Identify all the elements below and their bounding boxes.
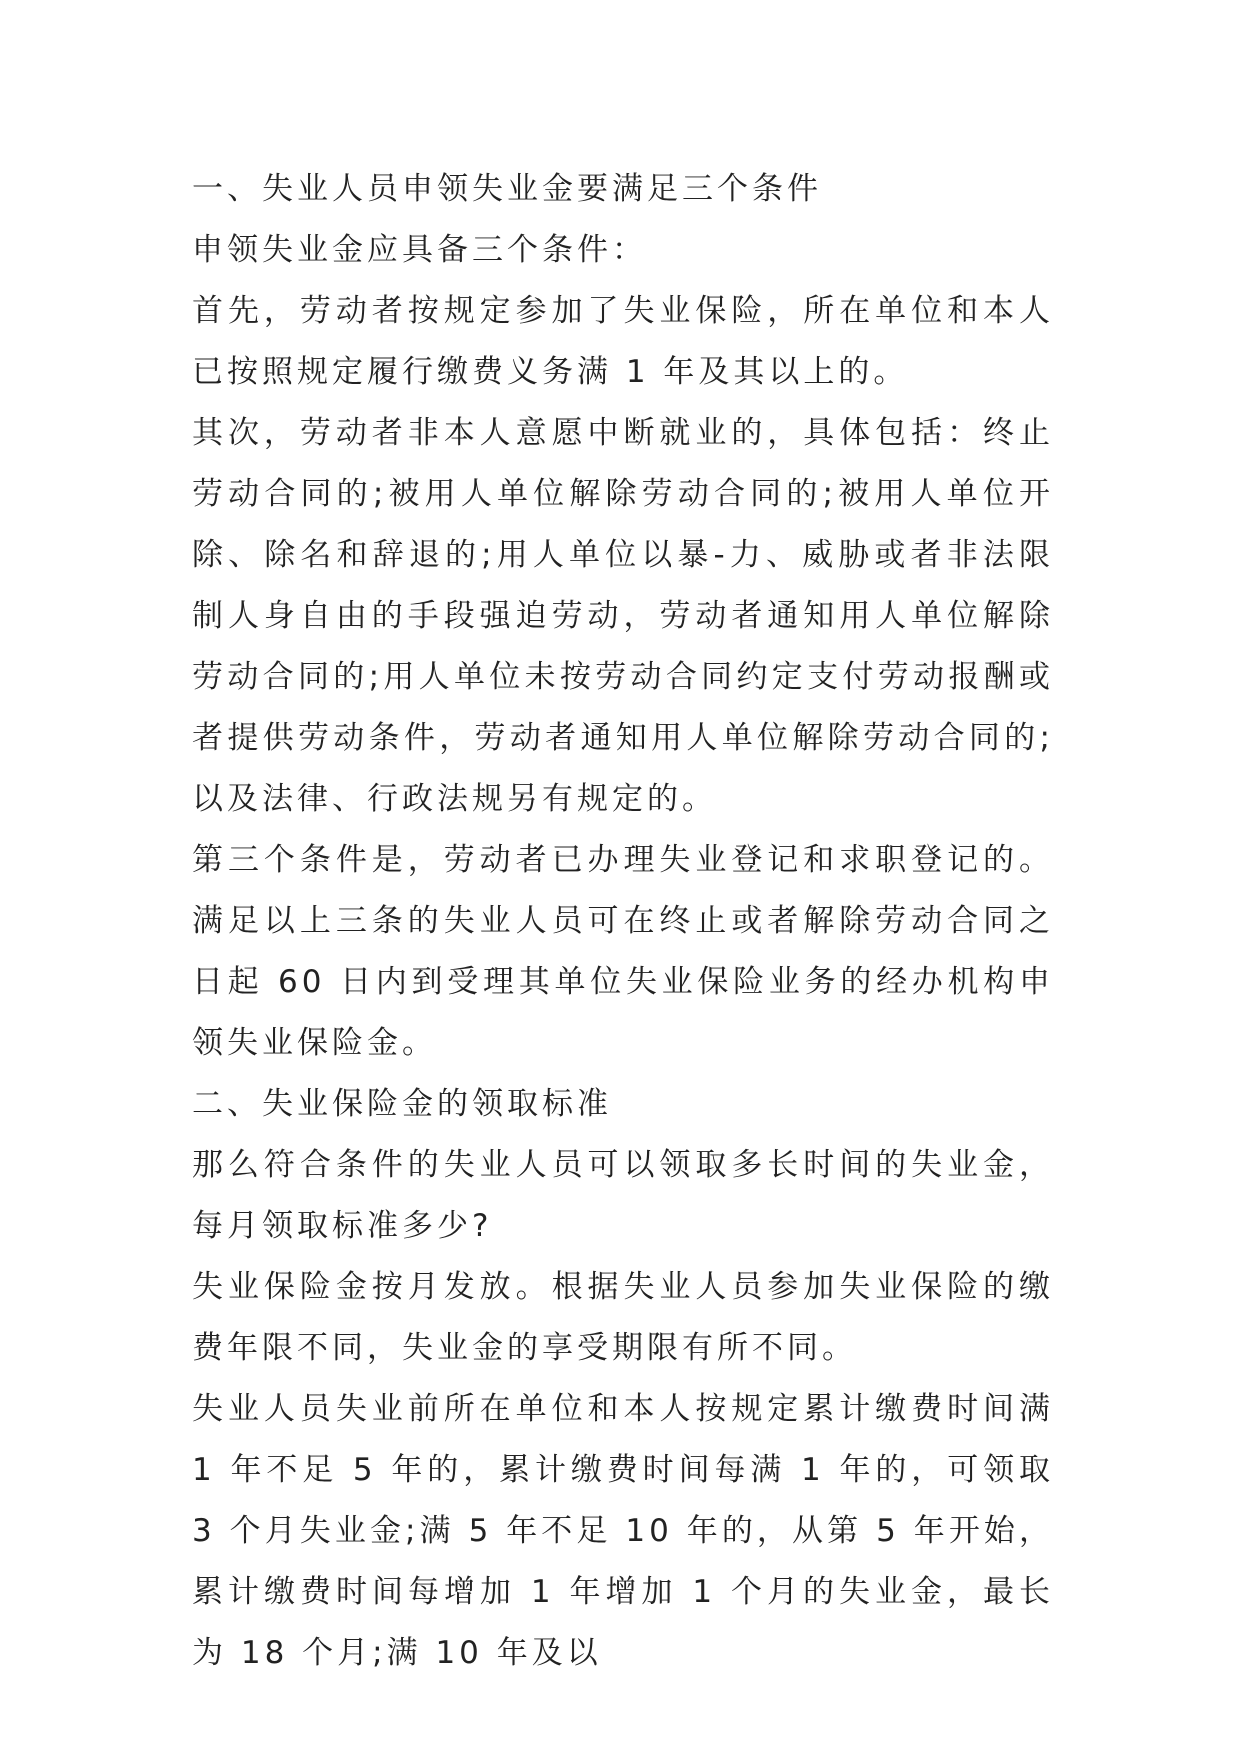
paragraph-question: 那么符合条件的失业人员可以领取多长时间的失业金，每月领取标准多少? <box>192 1147 1054 1244</box>
paragraph-monthly-payment: 失业保险金按月发放。根据失业人员参加失业保险的缴费年限不同，失业金的享受期限有所不同。 <box>192 1269 1054 1366</box>
section-heading-1: 一、失业人员申领失业金要满足三个条件 <box>192 171 822 207</box>
paragraph-duration-rules: 失业人员失业前所在单位和本人按规定累计缴费时间满 1 年不足 5 年的，累计缴费时间每满 1 年的，可领取 3 个月失业金;满 5 年不足 10 年的，从第 5 年开始，累计缴费时间每增加 1 年增加 1 个月的失业金，最长为 18 个月;满 10 年及以 <box>192 1391 1054 1671</box>
document-body <box>192 159 1054 1684</box>
paragraph-condition-1: 首先，劳动者按规定参加了失业保险，所在单位和本人已按照规定履行缴费义务满 1 年及其以上的。 <box>192 293 1054 390</box>
paragraph-condition-3: 第三个条件是，劳动者已办理失业登记和求职登记的。满足以上三条的失业人员可在终止或者解除劳动合同之日起 60 日内到受理其单位失业保险业务的经办机构申领失业保险金。 <box>192 842 1054 1061</box>
paragraph-intro: 申领失业金应具备三个条件： <box>192 232 647 268</box>
paragraph-condition-2: 其次，劳动者非本人意愿中断就业的，具体包括：终止劳动合同的;被用人单位解除劳动合同的;被用人单位开除、除名和辞退的;用人单位以暴-力、威胁或者非法限制人身自由的手段强迫劳动，劳动者通知用人单位解除劳动合同的;用人单位未按劳动合同约定支付劳动报酬或者提供劳动条件，劳动者通知用人单位解除劳动合同的;以及法律、行政法规另有规定的。 <box>192 415 1054 817</box>
section-heading-2: 二、失业保险金的领取标准 <box>192 1086 612 1122</box>
